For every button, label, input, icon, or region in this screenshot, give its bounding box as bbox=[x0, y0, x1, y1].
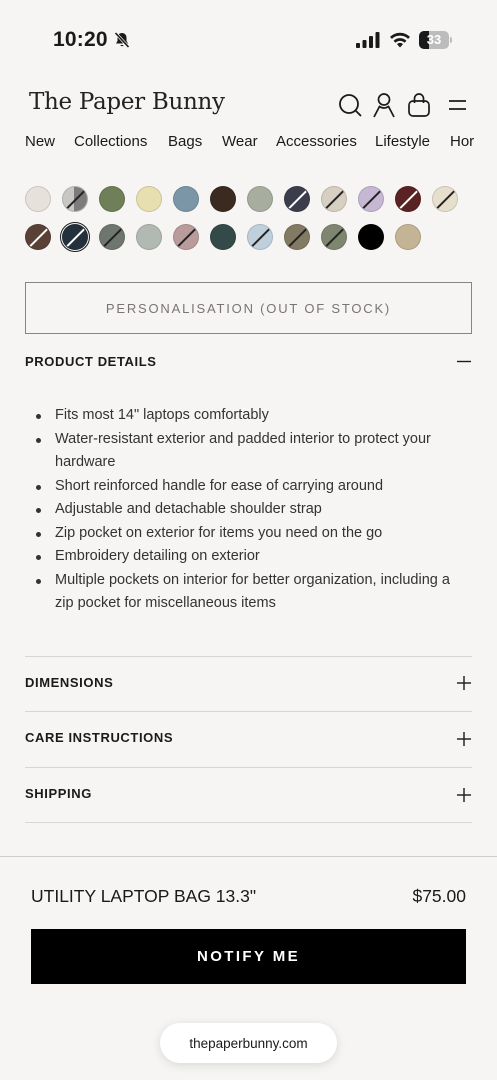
bag-icon[interactable] bbox=[406, 92, 432, 118]
color-swatch[interactable] bbox=[247, 224, 273, 250]
collapse-minus-icon[interactable] bbox=[456, 353, 472, 369]
product-detail-item: Adjustable and detachable shoulder strap bbox=[36, 498, 472, 522]
color-swatch[interactable] bbox=[25, 186, 51, 212]
color-swatch[interactable] bbox=[395, 186, 421, 212]
color-swatch[interactable] bbox=[395, 224, 421, 250]
dimensions-title[interactable]: DIMENSIONS bbox=[25, 675, 114, 690]
color-swatch[interactable] bbox=[358, 224, 384, 250]
product-detail-item: Water-resistant exterior and padded interior to protect your hardware bbox=[36, 428, 472, 475]
battery-percent: 33 bbox=[426, 32, 442, 47]
brand-logo[interactable]: The Paper Bunny bbox=[29, 89, 225, 115]
site-header bbox=[0, 80, 497, 130]
color-swatch[interactable] bbox=[173, 224, 199, 250]
color-swatch[interactable] bbox=[62, 186, 88, 212]
color-swatch[interactable] bbox=[99, 224, 125, 250]
color-swatch[interactable] bbox=[321, 224, 347, 250]
product-details-list bbox=[36, 404, 472, 616]
color-swatch[interactable] bbox=[284, 186, 310, 212]
bell-slash-icon bbox=[113, 31, 131, 49]
color-swatch[interactable] bbox=[432, 186, 458, 212]
color-swatch[interactable] bbox=[210, 224, 236, 250]
status-bar bbox=[0, 0, 497, 80]
color-swatch[interactable] bbox=[99, 186, 125, 212]
nav-item-wear[interactable]: Wear bbox=[222, 133, 258, 150]
color-swatch[interactable] bbox=[358, 186, 384, 212]
product-name: UTILITY LAPTOP BAG 13.3" bbox=[31, 886, 257, 906]
shipping-title[interactable]: SHIPPING bbox=[25, 786, 92, 801]
color-swatch[interactable] bbox=[136, 186, 162, 212]
color-swatch[interactable] bbox=[62, 224, 88, 250]
nav-item-accessories[interactable]: Accessories bbox=[276, 133, 357, 150]
expand-plus-icon[interactable] bbox=[456, 675, 472, 691]
nav-item-new[interactable]: New bbox=[25, 133, 56, 150]
divider bbox=[25, 767, 472, 768]
nav-item-home[interactable]: Hor bbox=[450, 133, 475, 150]
product-detail-item: Multiple pockets on interior for better organization, including a zip pocket for miscellaneous items bbox=[36, 569, 472, 616]
product-detail-item: Embroidery detailing on exterior bbox=[36, 545, 472, 569]
product-detail-item: Zip pocket on exterior for items you need on the go bbox=[36, 522, 472, 546]
divider bbox=[25, 822, 472, 823]
nav-item-collections[interactable]: Collections bbox=[74, 133, 148, 150]
status-time: 10:20 bbox=[53, 28, 108, 51]
product-detail-item: Short reinforced handle for ease of carrying around bbox=[36, 475, 472, 499]
color-swatch[interactable] bbox=[247, 186, 273, 212]
wifi-icon bbox=[389, 31, 411, 48]
divider bbox=[25, 711, 472, 712]
search-icon[interactable] bbox=[337, 92, 363, 118]
color-swatch[interactable] bbox=[210, 186, 236, 212]
personalisation-button[interactable]: PERSONALISATION (OUT OF STOCK) bbox=[25, 282, 472, 334]
divider bbox=[25, 656, 472, 657]
menu-icon[interactable] bbox=[446, 92, 472, 118]
battery-indicator bbox=[419, 31, 452, 49]
nav-item-bags[interactable]: Bags bbox=[168, 133, 203, 150]
care-instructions-title[interactable]: CARE INSTRUCTIONS bbox=[25, 730, 174, 745]
expand-plus-icon[interactable] bbox=[456, 731, 472, 747]
cellular-signal-icon bbox=[356, 32, 380, 48]
color-swatch[interactable] bbox=[321, 186, 347, 212]
color-swatch[interactable] bbox=[25, 224, 51, 250]
nav-item-lifestyle[interactable]: Lifestyle bbox=[375, 133, 431, 150]
color-swatch[interactable] bbox=[284, 224, 310, 250]
sticky-purchase-bar bbox=[0, 856, 497, 1080]
expand-plus-icon[interactable] bbox=[456, 787, 472, 803]
notify-me-button[interactable]: NOTIFY ME bbox=[31, 929, 466, 984]
account-icon[interactable] bbox=[371, 92, 397, 118]
color-swatch[interactable] bbox=[136, 224, 162, 250]
product-price: $75.00 bbox=[412, 886, 466, 906]
category-nav bbox=[0, 130, 497, 156]
browser-url-pill[interactable]: thepaperbunny.com bbox=[160, 1023, 337, 1063]
color-swatch[interactable] bbox=[173, 186, 199, 212]
product-details-title[interactable]: PRODUCT DETAILS bbox=[25, 354, 157, 369]
product-detail-item: Fits most 14" laptops comfortably bbox=[36, 404, 472, 428]
